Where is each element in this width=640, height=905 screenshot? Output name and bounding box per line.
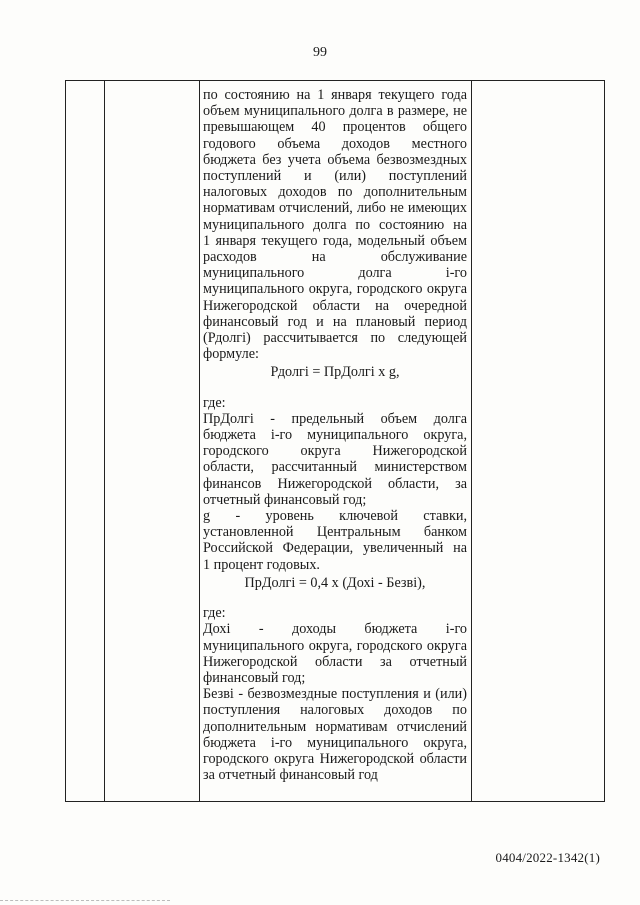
page-number: 99 [313,45,327,60]
text-line: по состоянию на 1 января текущего года [203,87,467,103]
text-line: установленной Центральным банком [203,524,467,541]
text-line: бюджета i-го муниципального округа, [203,734,467,751]
column-divider [104,81,105,801]
paragraph-definitions [203,411,467,573]
text-line: расходов на обслуживание [203,249,467,266]
text-line: финансов Нижегородской области, за [203,475,467,492]
text-line: годового объема доходов местного [203,135,467,152]
text-line: дополнительным нормативам отчислений [203,718,467,735]
text-line: поступлений и (или) поступлений [203,168,467,185]
text-line: Дохi - доходы бюджета i-го [203,621,467,638]
text-line: налоговых доходов по дополнительным [203,184,467,201]
text-line: муниципального долга по состоянию на [203,216,467,233]
document-id: 0404/2022-1342(1) [495,850,600,865]
text-line: поступления налоговых доходов по [203,702,467,719]
text-line: Безвi - безвозмездные поступления и (или) [203,686,467,703]
paragraph-definitions-2 [203,621,467,783]
text-cell [203,87,467,783]
formula-rdolg: Рдолгi = ПрДолгi x g, [270,364,400,381]
text-line: нормативам отчислений, либо не имеющих [203,200,467,217]
text-line: g - уровень ключевой ставки, [203,508,467,525]
where-label: где: [203,394,226,411]
text-line: Нижегородской области на очередной [203,297,467,314]
paragraph-conditions [203,87,467,362]
text-line: бюджета без учета объема безвозмездных [203,151,467,168]
text-line: формуле: [203,346,259,363]
text-line: муниципального округа, городского округа [203,637,467,654]
text-line: городского округа Нижегородской [203,443,467,460]
text-line: области, рассчитанный министерством [203,459,467,476]
text-line: муниципального округа, городского округа [203,281,467,298]
text-line: 1 процент годовых. [203,556,320,573]
column-divider [199,81,200,801]
text-line: финансовый год и на плановый период [203,313,467,330]
text-line: бюджета i-го муниципального округа, [203,427,467,444]
text-line: объем муниципального долга в размере, не [203,103,467,120]
where-label: где: [203,605,226,622]
text-line: финансовый год; [203,669,306,686]
text-line: за отчетный финансовый год [203,767,378,784]
text-line: муниципального долга i-го [203,265,467,282]
text-line: превышающем 40 процентов общего [203,119,467,136]
text-line: Нижегородской области за отчетный [203,653,467,670]
text-line: Российской Федерации, увеличенный на [203,540,467,557]
text-line: 1 января текущего года, модельный объем [203,232,467,249]
text-line: (Рдолгi) рассчитывается по следующей [203,330,467,347]
formula-prdolg: ПрДолгi = 0,4 x (Дохi - Безвi), [244,574,426,591]
text-line: отчетный финансовый год; [203,491,367,508]
column-divider [471,81,472,801]
table-row [65,80,605,802]
scan-edge-mark [0,900,170,903]
text-line: городского округа Нижегородской области [203,750,467,767]
text-line: ПрДолгi - предельный объем долга [203,410,467,427]
